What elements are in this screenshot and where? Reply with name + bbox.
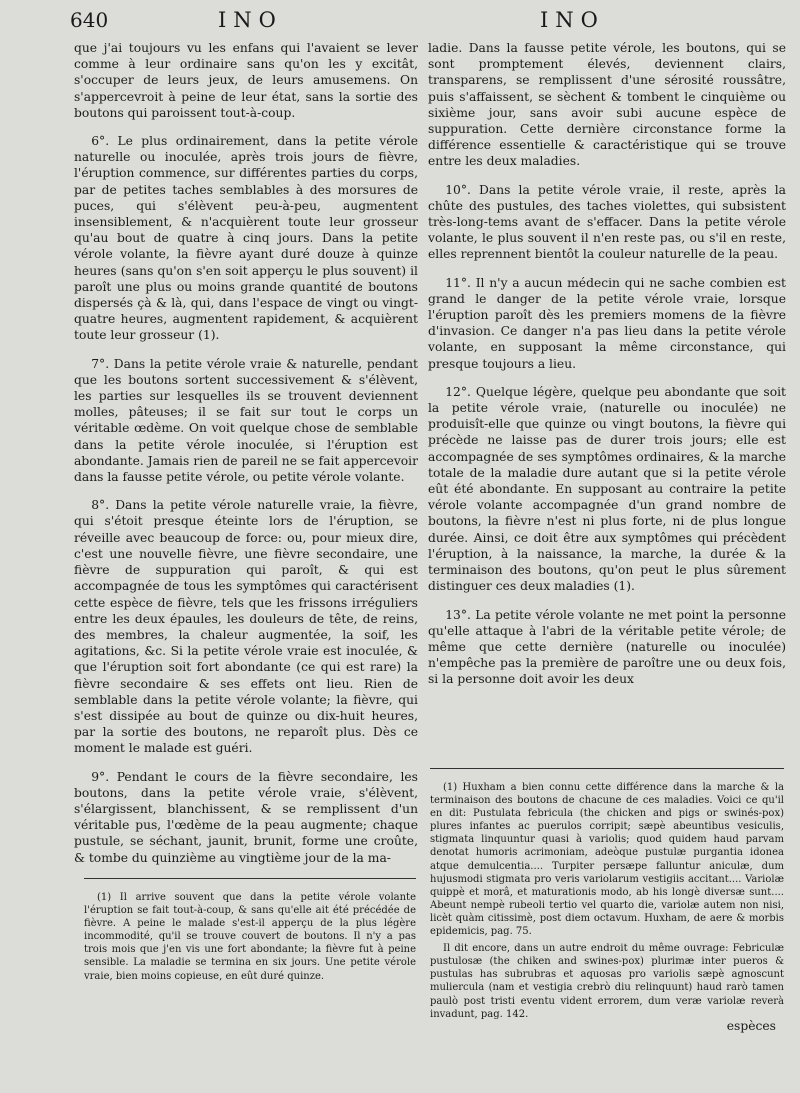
running-header — [0, 6, 800, 36]
footnote: (1) Huxham a bien connu cette différence dans la marche & la terminaison des boutons de chacune de ces maladies. Voici ce qu'il en dit: Pustulata febricula (the chicken and pigs or swinés-pox) plures infantes ac puerulos corripit; sæpè abeuntibus vesiculis, stigmata linquuntur quasi à variolis; quod quidem haud parvam denotat humoris acrimoniam, adeòque pustulæ purgantia idonea atque demulcentia.... Turpiter persæpe falluntur aniculæ, dum hujusmodi stigmata pro veris variolarum vestigiis accitant.... Variolæ quippè et morâ, et maturationis modo, ab his longè diversæ sunt.... Abeunt nempè rubeoli tertio vel quarto die, variolæ autem non nisi, licèt quàm citissimè, post diem octavum. Huxham, de aere & morbis epidemicis, pag. 75. — [430, 782, 784, 938]
paragraph: 9°. Pendant le cours de la fièvre secondaire, les boutons, dans la petite vérole vraie, s'élèvent, s'élargissent, blanchissent, & se remplissent d'un véritable pus, l'œdème de la peau augmente; chaque pustule, se séchant, jaunit, brunit, forme une croûte, & tombe du quinzième au vingtième jour de la ma- — [74, 769, 418, 865]
paragraph: 8°. Dans la petite vérole naturelle vraie, la fièvre, qui s'étoit presque éteinte lors de l'éruption, se réveille avec beaucoup de force: ou, pour mieux dire, c'est une nouvelle fièvre, une fièvre secondaire, une fièvre de suppuration qui paroît, & qui est accompagnée de tous les symptômes qui caractérisent cette espèce de fièvre, tels que les frissons irréguliers entre les deux épaules, les douleurs de tête, de reins, des membres, la chaleur augmentée, la soif, les agitations, &c. Si la petite vérole vraie est inoculée, & que l'éruption soit fort abondante (ce qui est rare) la fièvre secondaire & ses effets ont lieu. Rien de semblable dans la petite vérole volante; la fièvre, qui s'est dissipée au bout de quinze ou dix-huit heures, par la sortie des boutons, ne reparoît plus. Dès ce moment le malade est guéri. — [74, 498, 418, 756]
footnote: (1) Il arrive souvent que dans la petite vérole volante l'éruption se fait tout-à-coup, & sans qu'elle ait été précédée de fièvre. A peine le malade s'est-il apperçu de la plus légère incommodité, qu'il se trouve couvert de boutons. Il n'y a pas trois mois que j'en vis une fort abondante; la fièvre fut à peine sensible. La maladie se termina en six jours. Une petite vérole vraie, bien moins copieuse, en eût duré quinze. — [84, 892, 416, 982]
paragraph: 11°. Il n'y a aucun médecin qui ne sache combien est grand le danger de la petite vérole vraie, lorsque l'éruption paroît dès les premiers momens de la fièvre d'invasion. Ce danger n'a pas lieu dans la petite vérole volante, en supposant la même circonstance, qui presque toujours a lieu. — [428, 275, 786, 371]
paragraph: 10°. Dans la petite vérole vraie, il reste, après la chûte des pustules, des taches violettes, qui subsistent très-long-tems avant de s'effacer. Dans la petite vérole volante, le plus souvent il n'en reste pas, ou s'il en reste, elles reprennent bientôt la couleur naturelle de la peau. — [428, 182, 786, 262]
paragraph: que j'ai toujours vu les enfans qui l'avaient se lever comme à leur ordinaire sans qu'on les y excitât, s'occuper de leurs jeux, de leurs amusemens. On s'appercevroit à peine de leur état, sans la sortie des boutons qui paroissent tout-à-coup. — [74, 41, 418, 120]
paragraph: 12°. Quelque légère, quelque peu abondante que soit la petite vérole vraie, (naturelle ou inoculée) ne produisît-elle que quinze ou vingt boutons, la fièvre qui précède ne laisse pas de durer trois jours; elle est accompagnée de ses symptômes ordinaires, & la marche totale de la maladie dure autant que si la petite vérole eût été abondante. En supposant au contraire la petite vérole volante accompagnée d'un grand nombre de boutons, la fièvre n'est ni plus forte, ni de plus longue durée. Ainsi, ce doit être aux symptômes qui précèdent l'éruption, à la naissance, la marche, la durée & la terminaison des boutons, qu'on peut le plus sûrement distinguer ces deux maladies (1). — [428, 384, 786, 594]
catchword: espèces — [726, 1019, 776, 1033]
right-column — [428, 40, 786, 700]
footnotes-left — [84, 878, 416, 987]
running-title-right: INO — [540, 8, 605, 32]
running-title-left: INO — [218, 8, 283, 32]
paragraph: 13°. La petite vérole volante ne met point la personne qu'elle attaque à l'abri de la véritable petite vérole; de même que cette dernière (naturelle ou inoculée) n'empêche pas la première de paroître une ou deux fois, si la personne doit avoir les deux — [428, 607, 786, 687]
left-column — [74, 40, 418, 878]
page-number: 640 — [70, 8, 109, 32]
footnote: Il dit encore, dans un autre endroit du même ouvrage: Febriculæ pustulosæ (the chiken and swines-pox) plurimæ inter pueros & pustulas has subrubras et aquosas pro variolis sæpè agnoscunt muliercula (nam et vestigia crebrò diu relinquunt) haud rarò tamen paulò post tristi eventu vident errorem, dum veræ variolæ reverà invadunt, pag. 142. — [430, 943, 784, 1020]
paragraph: 7°. Dans la petite vérole vraie & naturelle, pendant que les boutons sortent successivement & s'élèvent, les parties sur lesquelles ils se trouvent deviennent molles, pâteuses; il se fait sur tout le corps un véritable œdème. On voit quelque chose de semblable dans la petite vérole inoculée, si l'éruption est abondante. Jamais rien de pareil ne se fait appercevoir dans la fausse petite vérole, ou petite vérole volante. — [74, 356, 418, 485]
paragraph: 6°. Le plus ordinairement, dans la petite vérole naturelle ou inoculée, après trois jours de fièvre, l'éruption commence, sur différentes parties du corps, par de petites taches semblables à des morsures de puces, qui s'élèvent peu-à-peu, augmentent insensiblement, & n'acquièrent toute leur grosseur qu'au bout de quatre à cinq jours. Dans la petite vérole volante, la fièvre ayant duré douze à quinze heures (sans qu'on s'en soit apperçu le plus souvent) il paroît une plus ou moins grande quantité de boutons dispersés çà & là, qui, dans l'espace de vingt ou vingt-quatre heures, augmentent rapidement, & acquièrent toute leur grosseur (1). — [74, 134, 418, 343]
footnotes-right — [430, 768, 784, 1025]
paragraph: ladie. Dans la fausse petite vérole, les boutons, qui se sont promptement élevés, deviennent clairs, transparens, se remplissent d'une sérosité roussâtre, puis s'affaissent, se sèchent & tombent le cinquième ou sixième jour, sans avoir subi aucune espèce de suppuration. Cette dernière circonstance forme la différence essentielle & caractéristique qui se trouve entre les deux maladies. — [428, 41, 786, 169]
